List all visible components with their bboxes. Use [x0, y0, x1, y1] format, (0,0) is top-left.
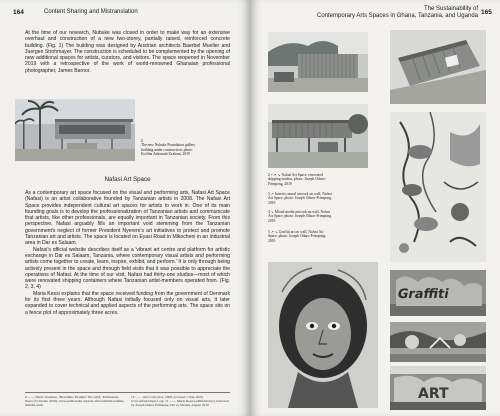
figure-2-photo-c: [268, 104, 368, 168]
container-studio-image: [390, 30, 486, 104]
graffiti-bottom-image: [390, 366, 486, 410]
footnote-2: 10 ........ Arts Collective, 2008, accessed 1 June 2020, www.nafasiartspace.org. 11 ........ Maria Kessi (administrator), interview by Joseph Oduro-Frimpong, Dar es Salaam, August 2019: [131, 395, 230, 407]
figure-3-caption: 3 ↗ Interior, mural artwork on wall, Nafasi Art Space, photo: Joseph Oduro-Frimpong, 2019: [268, 192, 332, 205]
page-number-right: 165: [481, 9, 492, 16]
figure-2-photo-a: [268, 32, 368, 92]
figure-1-photo: [15, 99, 135, 161]
graffiti-mural-wide-image: [390, 322, 486, 362]
shipping-container-image: [268, 32, 368, 92]
footnote-rule: [25, 392, 230, 393]
figure-1-caption: 1 The new Nubuke Foundation gallery building under construction, photo: Kofitha Ankomah-Graham, 2019: [141, 139, 196, 157]
paragraph-3: Nafasi's official website describes itself as a 'vibrant art centre and platform for artistic exchange in Dar es Salaam, Tanzania, where contemporary visual artists and performing artists come together to create, learn, inspire, exhibit, and perform.' It is only through being actively present in the space and through field visits that it was possible to appreciate the operations of Nafasi. At the time of our visit, Nafasi had thirty-one studios—most of which were renovated shipping containers where Tanzanian artist-members operated from. (Fig. 2, 3, 4): [25, 246, 230, 291]
right-page: [250, 0, 500, 416]
figure-2-photo-b: [390, 30, 486, 104]
mural-wall-image: [390, 112, 486, 262]
page-number-left: 164: [13, 9, 24, 16]
figure-3-photo: [390, 112, 486, 262]
figure-5-caption: 5 ↗ ↘ Graffiti art on wall, Nafasi Art Space, photo: Joseph Oduro-Frimpong, 2019: [268, 230, 327, 243]
building-construction-image: [15, 99, 135, 161]
figure-2-caption: 2 ↑ ↗ ↘ Nafasi Art Space, renovated shipping studios, photo: Joseph Oduro-Frimpong, 2019: [268, 173, 326, 186]
figure-5-photo-a: [390, 270, 486, 316]
section-title: Nafasi Art Space: [104, 176, 151, 183]
portrait-mural-image: [268, 262, 378, 408]
figure-4-photo: [268, 262, 378, 408]
footnote-1: 9 ........ Nkule Veremeta, 'Moruthma Thamhu: The artist,' Pambazuka News (3 October 2019), www.pambazuka.org/pan-africanism/moruthma-thamhu-artist: [25, 395, 125, 407]
section-body: [25, 190, 230, 316]
graffiti-wall-image: [390, 270, 486, 316]
graffiti-art-lettering: ART: [418, 386, 449, 402]
raised-containers-image: [268, 104, 368, 168]
paragraph-4: Maria Kessi explains that the space received funding from the government of Denmark for its first three years. Although Nafasi initially focused only on visual arts, it later expanded to cover technical and applied aspects of the performing arts. The space sits on a fence plot of approximately three acres.: [25, 290, 230, 316]
intro-paragraph: [25, 30, 230, 74]
graffiti-lettering: Graffiti: [396, 287, 450, 302]
running-head-right: The Sustainability of Contemporary Arts Spaces in Ghana, Tanzania, and Uganda: [317, 6, 478, 19]
figure-4-caption: 4 ↘ Mixed media artwork on wall, Nafasi Art Space, photo: Joseph Oduro-Frimpong, 2019: [268, 210, 332, 223]
running-head-left: Content Sharing and Mistranslation: [44, 9, 138, 15]
figure-5-photo-b: [390, 322, 486, 362]
paragraph-2: As a contemporary art space focused on the visual and performing arts, Nafasi Art Space (Nafasi) is an artist collaborative founded by Tanzanian artists in 2008. The Nafasi Art Space provides independent cultural art spaces for artists to work in. One of its main founding goals is to develop the professionalization of Tanzanian artists and communicate that artists, like other professionals, are equally important in Tanzanian society. From this perspective, Nafasi arguably fills an important void stemming from the Tanzanian government's neglect of former President Nyerere's art initiatives to protect and promote Tanzanian art and artists. The space is located on Eyasi Road in Mikocheni in an industrial area in Dar es Salaam.: [25, 190, 230, 247]
figure-5-photo-c: [390, 366, 486, 410]
paragraph-1: At the time of our research, Nubuke was closed in order to make way for an extensive overhaul and construction of a new two-storey, partially raised, reinforced concrete building. (Fig. 1) The building was designed by Austrian architects Baerbel Mueller and Juergen Strohmayer. The construction is scheduled to be complemented by the opening of new additional spaces for artists, curators, and visitors. The space reopened in November 2019 with a retrospective of the work of world-renowned Ghanaian professional photographer, James Barnor.: [25, 30, 230, 74]
